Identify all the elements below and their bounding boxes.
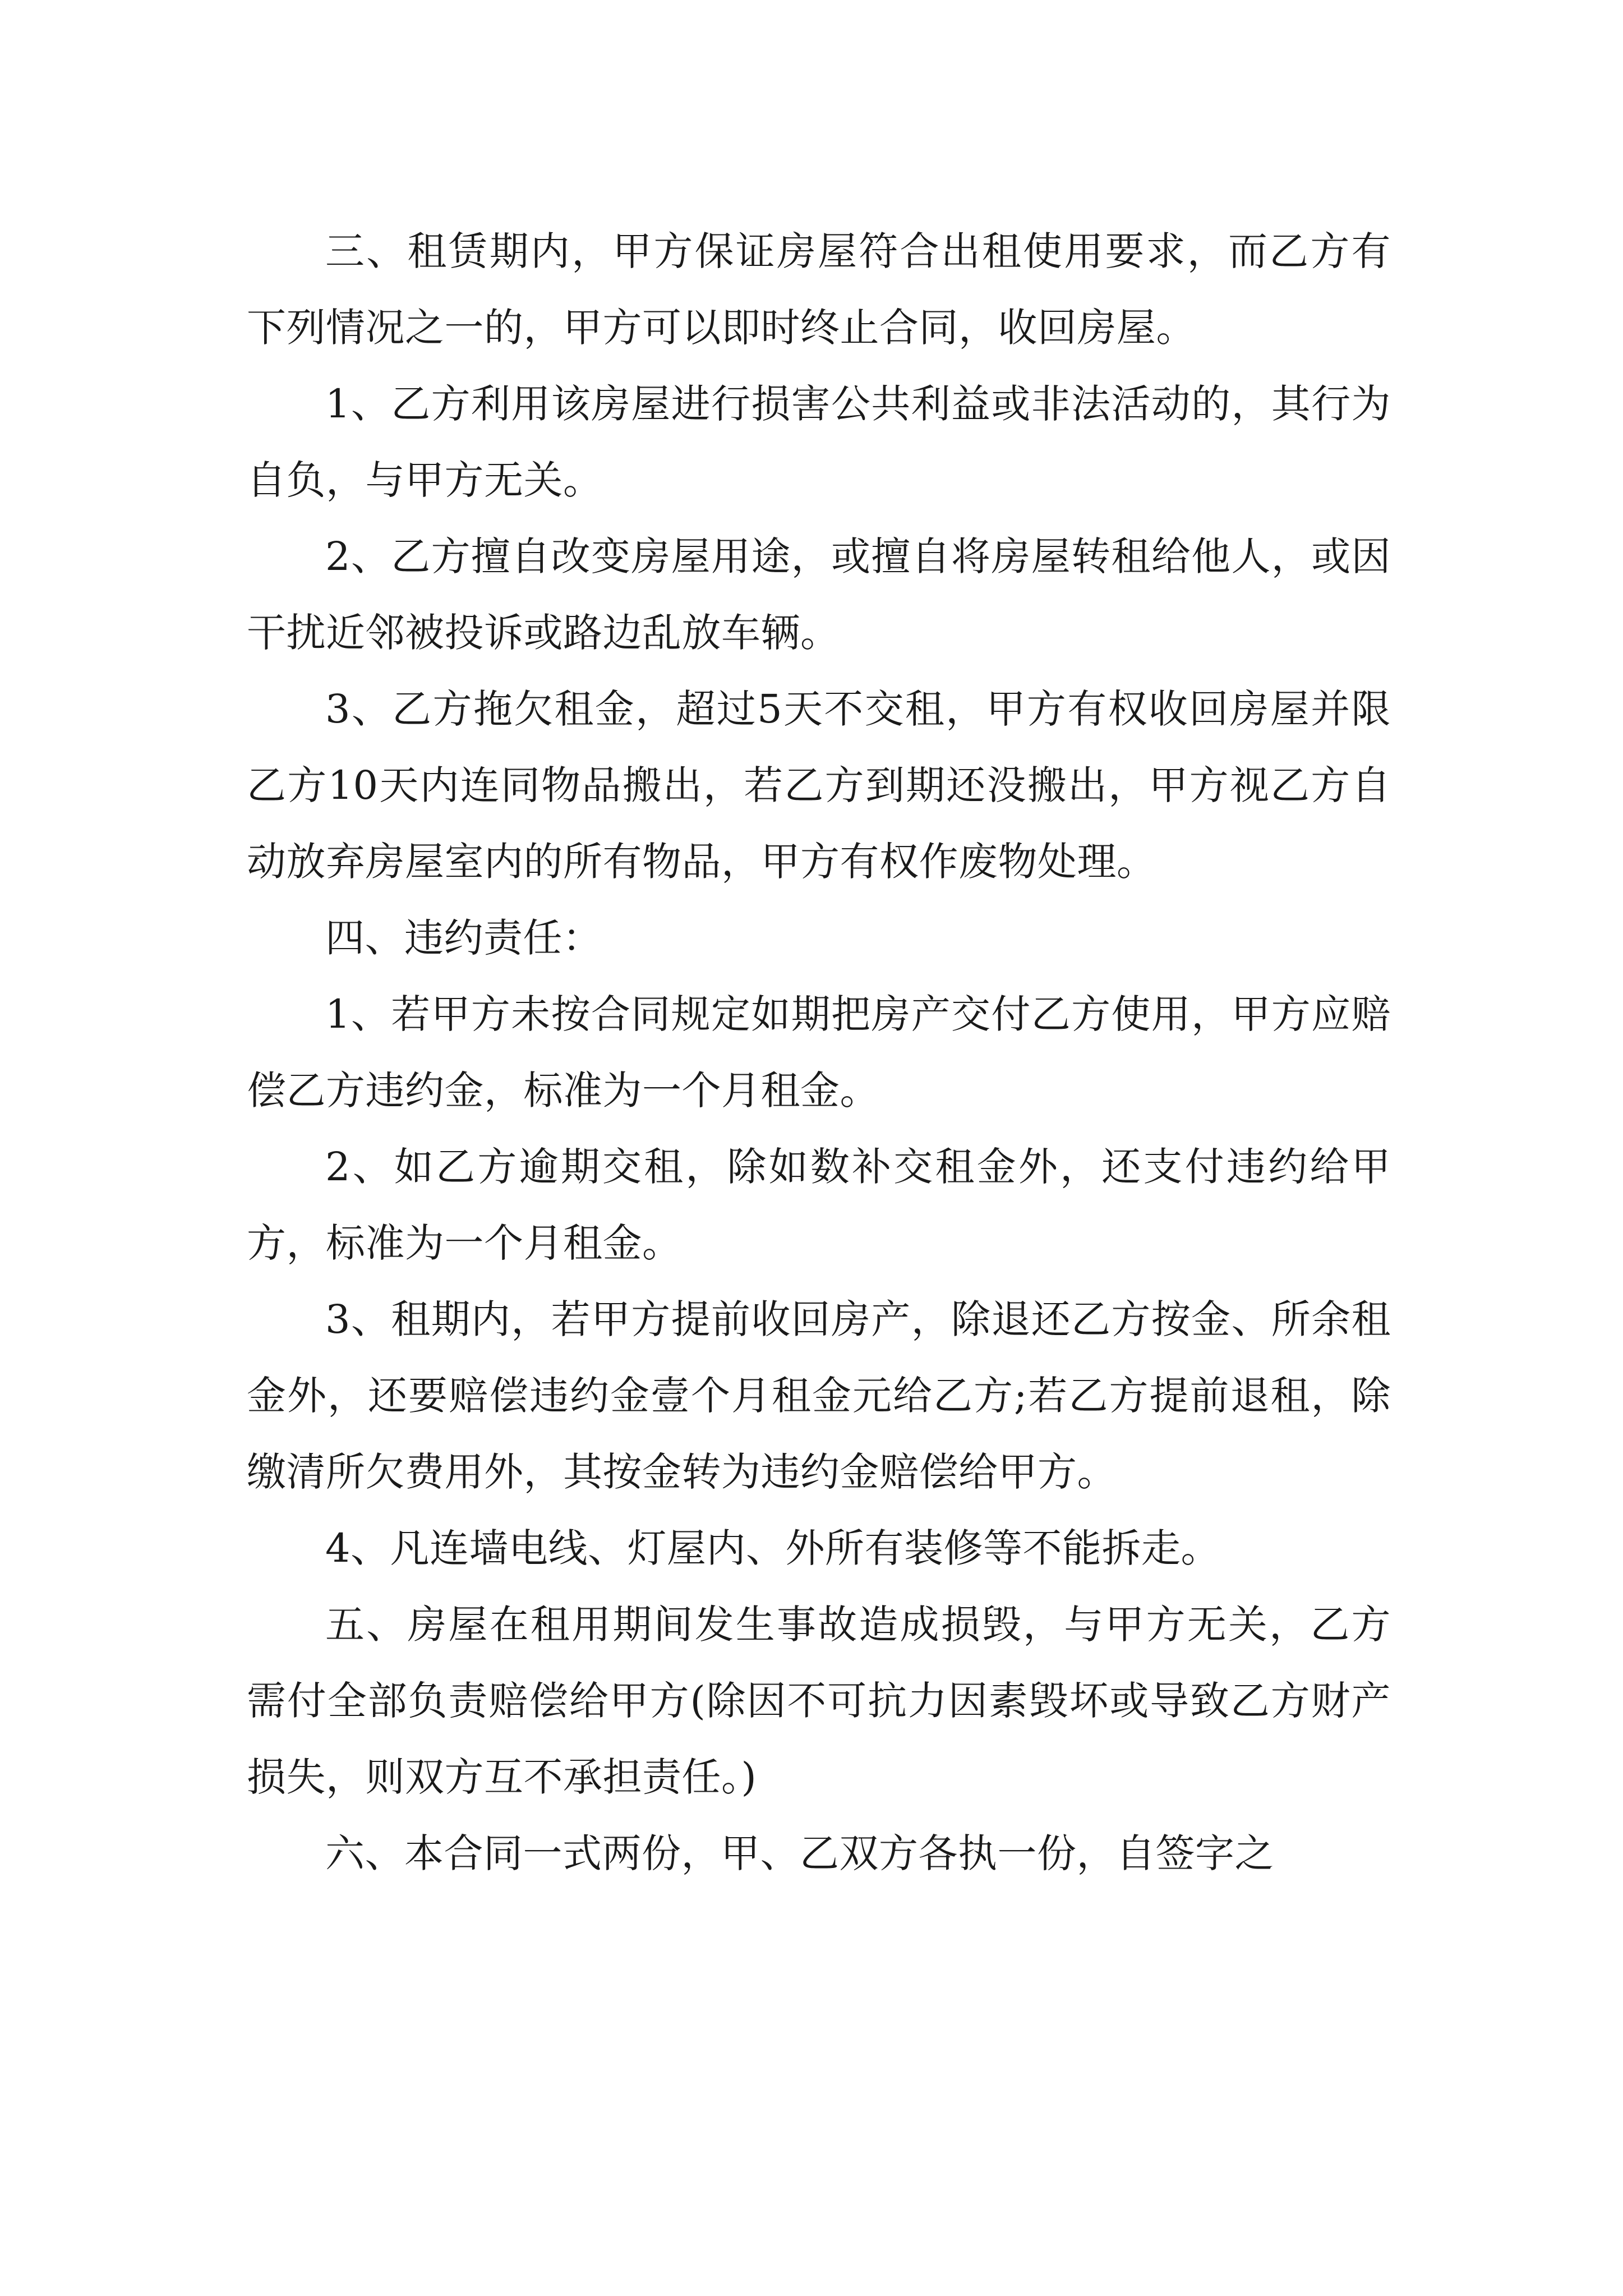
clause-3-item-3: 3、乙方拖欠租金，超过5天不交租，甲方有权收回房屋并限乙方10天内连同物品搬出，若乙方到期还没搬出，甲方视乙方自动放弃房屋室内的所有物品，甲方有权作废物处理。 — [247, 686, 1391, 885]
clause-4-heading: 四、违约责任： — [325, 915, 602, 961]
clause-6-paragraph: 六、本合同一式两份，甲、乙双方各执一份，自签字之 — [325, 1830, 1274, 1876]
clause-4-item-4: 4、凡连墙电线、灯屋内、外所有装修等不能拆走。 — [325, 1525, 1221, 1571]
clause-3-item-1: 1、乙方利用该房屋进行损害公共利益或非法活动的，其行为自负，与甲方无关。 — [247, 381, 1391, 503]
contract-body — [247, 213, 1391, 1892]
clause-4-item-2: 2、如乙方逾期交租，除如数补交租金外，还支付违约给甲方，标准为一个月租金。 — [247, 1144, 1391, 1266]
clause-5-paragraph: 五、房屋在租用期间发生事故造成损毁，与甲方无关，乙方需付全部负责赔偿给甲方(除因不可抗力因素毁坏或导致乙方财产损失，则双方互不承担责任。) — [247, 1602, 1391, 1800]
clause-4-item-3: 3、租期内，若甲方提前收回房产，除退还乙方按金、所余租金外，还要赔偿违约金壹个月租金元给乙方;若乙方提前退租，除缴清所欠费用外，其按金转为违约金赔偿给甲方。 — [247, 1296, 1391, 1495]
clause-3-paragraph: 三、租赁期内，甲方保证房屋符合出租使用要求，而乙方有下列情况之一的，甲方可以即时终止合同，收回房屋。 — [247, 228, 1391, 351]
clause-4-item-1: 1、若甲方未按合同规定如期把房产交付乙方使用，甲方应赔偿乙方违约金，标准为一个月租金。 — [247, 991, 1391, 1114]
clause-3-item-2: 2、乙方擅自改变房屋用途，或擅自将房屋转租给他人，或因干扰近邻被投诉或路边乱放车辆。 — [247, 533, 1391, 656]
